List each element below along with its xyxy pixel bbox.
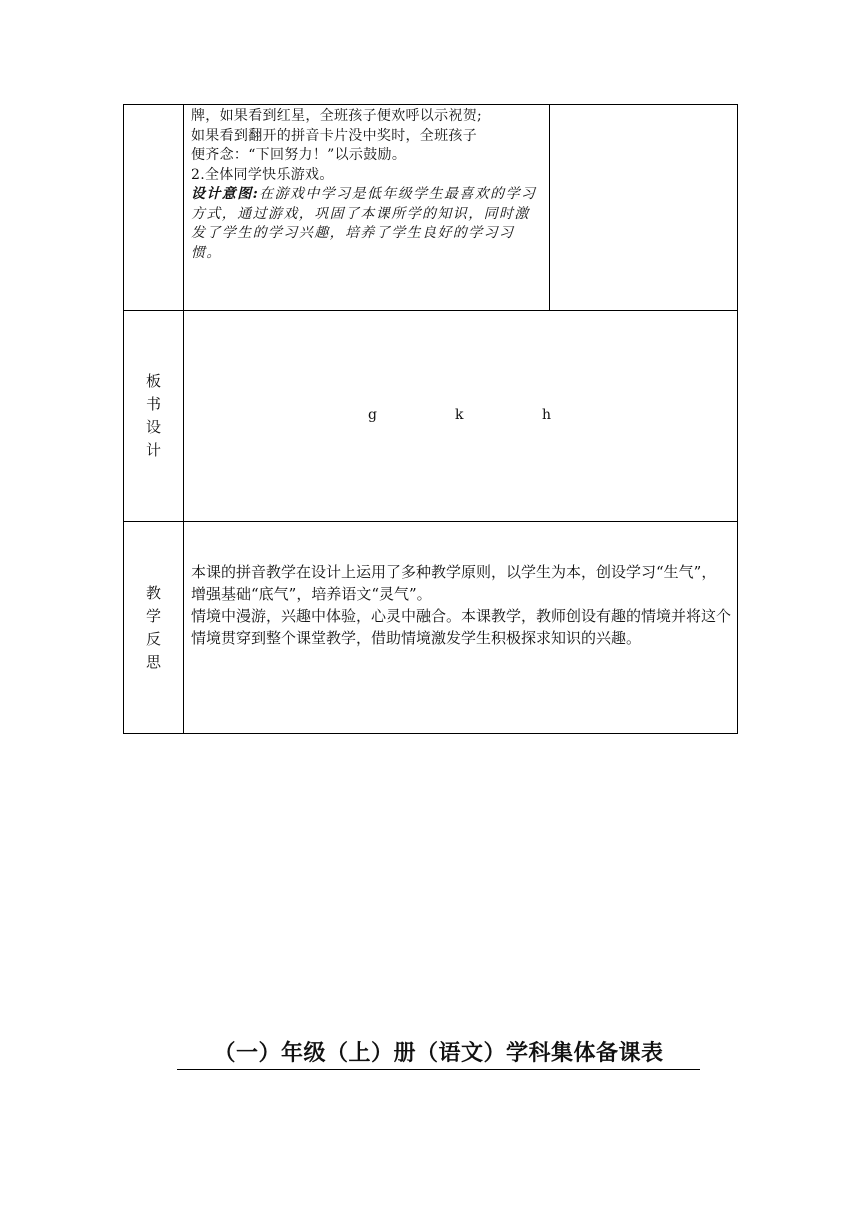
reflection-row bbox=[124, 522, 738, 734]
activity-row bbox=[124, 105, 738, 311]
lesson-plan-table bbox=[123, 104, 738, 734]
label-char: 计 bbox=[145, 441, 161, 459]
document-title: （一）年级（上）册（语文）学科集体备课表 bbox=[177, 1036, 700, 1070]
board-design-row bbox=[124, 311, 738, 522]
board-design-cell bbox=[184, 311, 738, 522]
label-char: 教 bbox=[145, 583, 161, 602]
design-intent-label: 设计意图: bbox=[191, 186, 260, 202]
board-letter-g: g bbox=[368, 407, 377, 423]
activity-line: 如果看到翻开的拼音卡片没中奖时，全班孩子 bbox=[191, 127, 477, 144]
activity-line: 2.全体同学快乐游戏。 bbox=[191, 166, 334, 183]
reflection-cell bbox=[184, 522, 738, 734]
board-design-label-cell bbox=[124, 311, 184, 522]
label-char: 反 bbox=[145, 629, 161, 648]
board-letter-h: h bbox=[542, 407, 552, 423]
board-letter-k: k bbox=[455, 407, 464, 423]
activity-label-cell bbox=[124, 105, 184, 311]
design-intent-text: 在游戏中学习是低年级学生最喜欢的学习方式，通过游戏，巩固了本课所学的知识，同时激发了学生的学习兴趣，培养了学生良好的学习习惯。 bbox=[191, 186, 537, 261]
reflection-paragraph: 本课的拼音教学在设计上运用了多种教学原则，以学生为本，创设学习“生气”，增强基础“底气”，培养语文“灵气”。 bbox=[191, 563, 717, 603]
reflection-paragraph: 情境中漫游，兴趣中体验，心灵中融合。本课教学，教师创设有趣的情境并将这个情境贯穿到整个课堂教学，借助情境激发学生积极探求知识的兴趣。 bbox=[191, 607, 732, 647]
activity-notes-cell bbox=[550, 105, 738, 311]
label-char: 学 bbox=[145, 606, 161, 625]
activity-line: 便齐念：“下回努力！”以示鼓励。 bbox=[191, 147, 407, 163]
label-char: 板 bbox=[145, 372, 161, 390]
label-char: 思 bbox=[145, 652, 161, 671]
activity-cell bbox=[184, 105, 550, 311]
reflection-label-cell bbox=[124, 522, 184, 734]
label-char: 设 bbox=[145, 418, 161, 436]
label-char: 书 bbox=[145, 395, 161, 413]
design-intent bbox=[191, 185, 543, 263]
activity-line: 牌，如果看到红星，全班孩子便欢呼以示祝贺; bbox=[191, 108, 483, 124]
reflection-label bbox=[124, 522, 183, 733]
board-design-label bbox=[124, 311, 183, 521]
